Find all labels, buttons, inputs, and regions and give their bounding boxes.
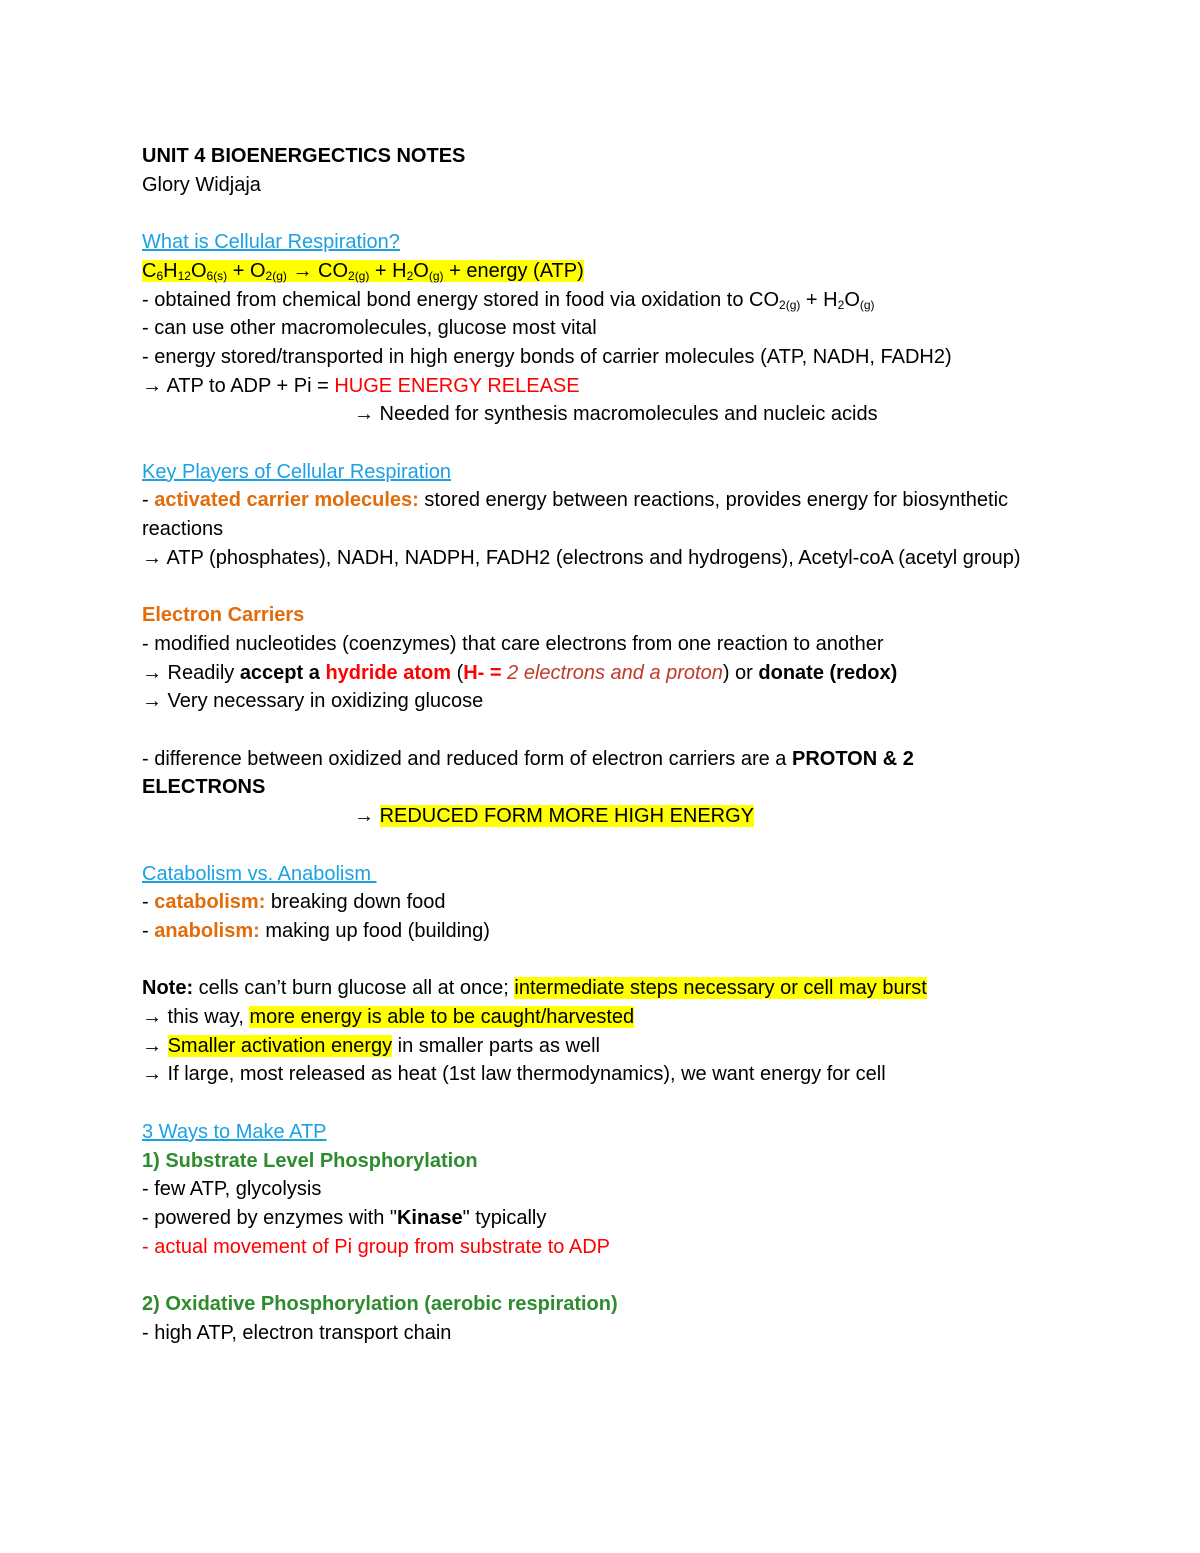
section-heading-cellular-respiration[interactable]: What is Cellular Respiration? xyxy=(142,231,400,254)
document-page xyxy=(142,142,1042,1347)
note-line: → this way, more energy is able to be caught/harvested xyxy=(142,1006,635,1028)
note-line: → Readily accept a hydride atom (H- = 2 electrons and a proton) or donate (redox) xyxy=(142,661,898,684)
note-line: - high ATP, electron transport chain xyxy=(142,1321,452,1344)
note-line: → Very necessary in oxidizing glucose xyxy=(142,690,484,713)
note-line: - actual movement of Pi group from substrate to ADP xyxy=(142,1235,610,1258)
note-line: - powered by enzymes with "Kinase" typically xyxy=(142,1206,547,1229)
note-line: → Smaller activation energy in smaller parts as well xyxy=(142,1034,600,1057)
note-line: - can use other macromolecules, glucose most vital xyxy=(142,317,597,340)
subheading-substrate-level: 1) Substrate Level Phosphorylation xyxy=(142,1149,478,1172)
note-line: - modified nucleotides (coenzymes) that care electrons from one reaction to another xyxy=(142,632,884,655)
note-line: - catabolism: breaking down food xyxy=(142,891,446,914)
note-line: - difference between oxidized and reduced form of electron carriers are a PROTON & 2 ELECTRONS xyxy=(142,747,914,799)
note-line: - obtained from chemical bond energy stored in food via oxidation to $CO_{2(g)} + H_2O_{(g)}$ xyxy=(142,288,875,312)
document-author: Glory Widjaja xyxy=(142,173,261,196)
subheading-oxidative: 2) Oxidative Phosphorylation (aerobic respiration) xyxy=(142,1293,618,1315)
note-line: → Needed for synthesis macromolecules and nucleic acids xyxy=(354,403,878,426)
note-line: → REDUCED FORM MORE HIGH ENERGY xyxy=(354,805,755,828)
note-line: - anabolism: making up food (building) xyxy=(142,919,490,942)
section-heading-electron-carriers: Electron Carriers xyxy=(142,604,305,627)
note-line: Note: cells can’t burn glucose all at once; intermediate steps necessary or cell may burst xyxy=(142,977,927,1000)
note-line: → ATP to ADP + Pi = HUGE ENERGY RELEASE xyxy=(142,374,580,397)
note-line: - few ATP, glycolysis xyxy=(142,1178,322,1201)
section-heading-catabolism-anabolism[interactable]: Catabolism vs. Anabolism xyxy=(142,862,377,885)
document-title: UNIT 4 BIOENERGECTICS NOTES xyxy=(142,145,466,167)
note-line: → If large, most released as heat (1st law thermodynamics), we want energy for cell xyxy=(142,1063,886,1086)
note-line: - activated carrier molecules: stored energy between reactions, provides energy for biosynthetic reactions xyxy=(142,489,1009,541)
respiration-equation: $C_6H_{12}O_{6(s)} + O_{2(g)} \to CO_{2(g)} + H_2O_{(g)}$ + energy (ATP) xyxy=(142,259,584,283)
section-heading-ways-to-make-atp[interactable]: 3 Ways to Make ATP xyxy=(142,1120,327,1143)
section-heading-key-players[interactable]: Key Players of Cellular Respiration xyxy=(142,460,452,483)
note-line: → ATP (phosphates), NADH, NADPH, FADH2 (electrons and hydrogens), Acetyl-coA (acetyl group) xyxy=(142,546,1021,569)
note-line: - energy stored/transported in high energy bonds of carrier molecules (ATP, NADH, FADH2) xyxy=(142,345,952,368)
